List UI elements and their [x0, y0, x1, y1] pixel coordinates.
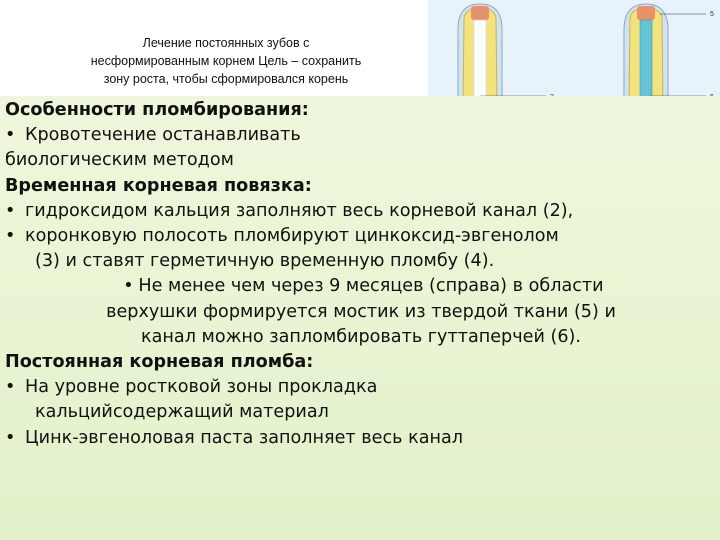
heading-filling-features: Особенности пломбирования: — [5, 100, 309, 120]
bullet-mark: • — [5, 125, 16, 146]
bullet-text: Не менее чем через 9 месяцев (справа) в области — [138, 276, 604, 297]
bullet-crown-cavity — [5, 224, 717, 249]
heading-temporary-dressing: Временная корневая повязка: — [5, 175, 312, 196]
title-line-2: несформированным корнем Цель – сохранить — [90, 54, 362, 68]
bullet-calcium-hydroxide — [5, 199, 717, 224]
bullet-text: Цинк-эвгеноловая паста заполняет весь канал — [25, 427, 464, 448]
body-text — [5, 98, 717, 451]
right-filling — [637, 6, 655, 20]
bullet-mark: • — [5, 377, 16, 398]
bullet-mark: • — [5, 200, 16, 221]
title-line-1: Лечение постоянных зубов с — [142, 36, 310, 50]
bullet-mark: • — [5, 427, 16, 448]
bullet-nine-months — [5, 274, 717, 299]
header-area — [0, 0, 430, 96]
growth-zone-continued: кальцийсодержащий материал — [35, 402, 329, 423]
bullet-bleeding — [5, 123, 717, 148]
crown-cavity-continued: (3) и ставят герметичную временную пломбу (4). — [35, 251, 495, 272]
slide-title — [36, 34, 416, 88]
label-5: 5 — [710, 11, 714, 18]
heading-permanent-filling: Постоянная корневая пломба: — [5, 352, 314, 373]
left-temporary-filling — [471, 6, 489, 20]
bleeding-continued: биологическим методом — [5, 150, 234, 171]
bullet-text: Кровотечение останавливать — [25, 125, 301, 146]
bullet-text: На уровне ростковой зоны прокладка — [25, 377, 378, 398]
title-line-3: зону роста, чтобы сформировался корень — [103, 72, 349, 86]
bullet-mark: • — [5, 226, 16, 247]
nine-months-continued-1: верхушки формируется мостик из твердой ткани (5) и — [106, 301, 616, 322]
bullet-zinc-eugenol — [5, 426, 717, 451]
bullet-text: коронковую полосоть пломбируют цинкоксид-эвгенолом — [25, 226, 559, 247]
bullet-mark: • — [123, 276, 134, 297]
nine-months-continued-2: канал можно запломбировать гуттаперчей (6). — [141, 326, 581, 347]
bullet-text: гидроксидом кальция заполняют весь корневой канал (2), — [25, 200, 574, 221]
bullet-growth-zone — [5, 375, 717, 400]
